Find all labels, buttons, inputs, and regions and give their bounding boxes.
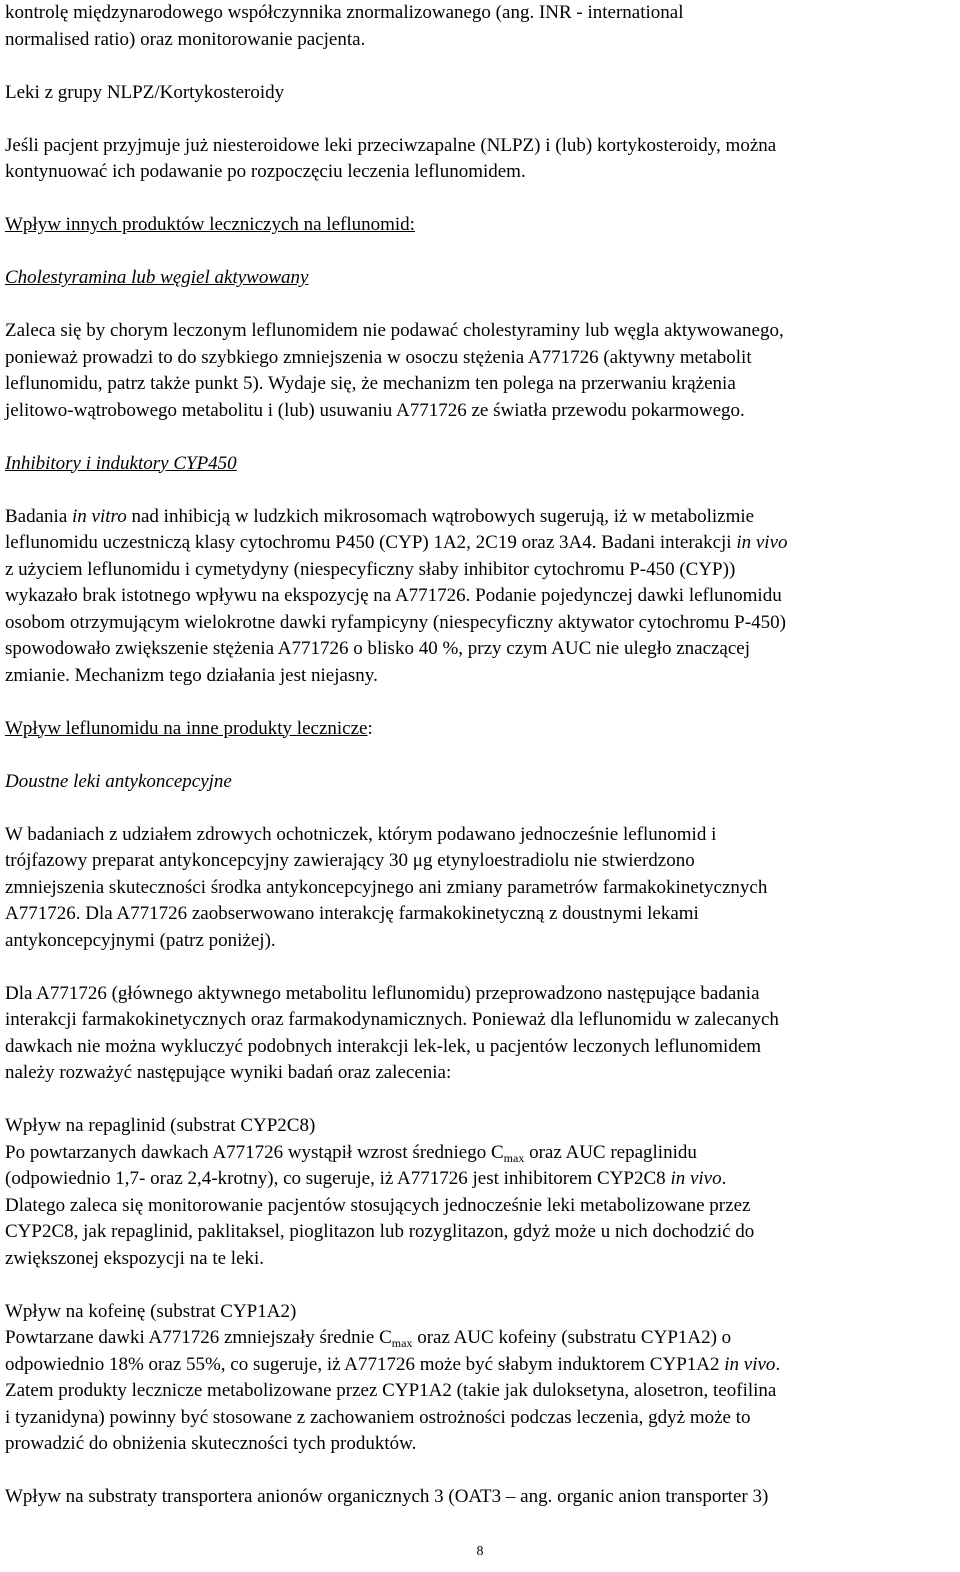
- paragraph-line: osobom otrzymującym wielokrotne dawki ryfampicyny (niespecyficzny aktywator cytochromu P-450): [5, 611, 786, 633]
- paragraph-line: ponieważ prowadzi to do szybkiego zmniejszenia w osoczu stężenia A771726 (aktywny metabolit: [5, 346, 752, 368]
- paragraph-line: antykoncepcyjnymi (patrz poniżej).: [5, 929, 276, 951]
- paragraph-line: leflunomidu uczestniczą klasy cytochromu P450 (CYP) 1A2, 2C19 oraz 3A4. Badani interakcji in vivo: [5, 532, 788, 553]
- subsection-heading: Wpływ na substraty transportera anionów organicznych 3 (OAT3 – ang. organic anion transporter 3): [5, 1486, 769, 1507]
- paragraph-line: interakcji farmakokinetycznych oraz farmakodynamicznych. Ponieważ dla leflunomidu w zalecanych: [5, 1009, 779, 1030]
- paragraph-line: trójfazowy preparat antykoncepcyjny zawierający 30 μg etynyloestradiolu nie stwierdzono: [5, 850, 695, 871]
- subsection-heading: Inhibitory i induktory CYP450: [5, 452, 237, 474]
- paragraph-line: zmniejszenia skuteczności środka antykoncepcyjnego ani zmiany parametrów farmakokinetycznych: [5, 876, 768, 898]
- paragraph-line: i tyzanidyna) powinny być stosowane z zachowaniem ostrożności podczas leczenia, gdyż może to: [5, 1406, 751, 1428]
- subsection-heading: Cholestyramina lub węgiel aktywowany: [5, 267, 309, 288]
- paragraph-line: wykazało brak istotnego wpływu na ekspozycję na A771726. Podanie pojedynczej dawki leflunomidu: [5, 585, 782, 606]
- paragraph-line: prowadzić do obniżenia skuteczności tych produktów.: [5, 1433, 417, 1454]
- paragraph-line: CYP2C8, jak repaglinid, paklitaksel, pioglitazon lub rozyglitazon, gdyż może u nich dochodzić do: [5, 1221, 755, 1242]
- paragraph-line: Jeśli pacjent przyjmuje już niesteroidowe leki przeciwzapalne (NLPZ) i (lub) kortykosteroidy, można: [5, 134, 777, 156]
- section-heading: Wpływ innych produktów leczniczych na leflunomid:: [5, 214, 415, 235]
- subsection-heading: Wpływ na kofeinę (substrat CYP1A2): [5, 1300, 297, 1322]
- paragraph-line: z użyciem leflunomidu i cymetydyny (niespecyficzny słaby inhibitor cytochromu P-450 (CYP)): [5, 558, 736, 580]
- section-heading: Wpływ leflunomidu na inne produkty lecznicze:: [5, 717, 373, 739]
- paragraph-line: Dla A771726 (głównego aktywnego metabolitu leflunomidu) przeprowadzono następujące badania: [5, 982, 760, 1004]
- document-page: [5, 0, 957, 1511]
- section-heading: Leki z grupy NLPZ/Kortykosteroidy: [5, 81, 285, 103]
- paragraph-line: A771726. Dla A771726 zaobserwowano interakcję farmakokinetyczną z doustnymi lekami: [5, 903, 699, 924]
- paragraph-line: normalised ratio) oraz monitorowanie pacjenta.: [5, 28, 366, 50]
- paragraph-line: dawkach nie można wykluczyć podobnych interakcji lek-lek, u pacjentów leczonych leflunomidem: [5, 1035, 762, 1057]
- paragraph-line: Dlatego zaleca się monitorowanie pacjentów stosujących jednocześnie leki metabolizowane przez: [5, 1194, 751, 1216]
- paragraph-line: zwiększonej ekspozycji na te leki.: [5, 1247, 265, 1269]
- paragraph-line: spowodowało zwiększenie stężenia A771726 o blisko 40 %, przy czym AUC nie uległo znaczącej: [5, 638, 751, 659]
- subsection-heading: Doustne leki antykoncepcyjne: [5, 770, 232, 792]
- paragraph-line: należy rozważyć następujące wyniki badań oraz zalecenia:: [5, 1062, 452, 1083]
- paragraph-line: odpowiednio 18% oraz 55%, co sugeruje, iż A771726 może być słabym induktorem CYP1A2 in vivo.: [5, 1353, 781, 1375]
- paragraph-line: jelitowo-wątrobowego metabolitu i (lub) usuwaniu A771726 ze światła przewodu pokarmowego.: [5, 399, 745, 421]
- paragraph-line: Zatem produkty lecznicze metabolizowane przez CYP1A2 (takie jak duloksetyna, alosetron, teofilina: [5, 1380, 777, 1401]
- page-number: 8: [476, 1544, 484, 1559]
- paragraph-line: Zaleca się by chorym leczonym leflunomidem nie podawać cholestyraminy lub węgla aktywowanego,: [5, 320, 784, 341]
- paragraph-line: leflunomidu, patrz także punkt 5). Wydaje się, że mechanizm ten polega na przerwaniu krążenia: [5, 373, 736, 394]
- paragraph-line: zmianie. Mechanizm tego działania jest niejasny.: [5, 664, 378, 686]
- paragraph-line: Badania in vitro nad inhibicją w ludzkich mikrosomach wątrobowych sugerują, iż w metabolizmie: [5, 505, 755, 527]
- paragraph-line: Po powtarzanych dawkach A771726 wystąpił wzrost średniego $C_{max}$ oraz AUC repaglinidu: [5, 1141, 697, 1165]
- paragraph-line: kontrolę międzynarodowego współczynnika znormalizowanego (ang. INR - international: [5, 2, 684, 23]
- paragraph-line: W badaniach z udziałem zdrowych ochotniczek, którym podawano jednocześnie leflunomid i: [5, 823, 717, 845]
- paragraph-line: Powtarzane dawki A771726 zmniejszały średnie $C_{max}$ oraz AUC kofeiny (substratu CYP1A2) o: [5, 1327, 732, 1350]
- paragraph-line: (odpowiednio 1,7- oraz 2,4-krotny), co sugeruje, iż A771726 jest inhibitorem CYP2C8 in vivo.: [5, 1168, 727, 1189]
- subsection-heading: Wpływ na repaglinid (substrat CYP2C8): [5, 1115, 316, 1136]
- paragraph-line: kontynuować ich podawanie po rozpoczęciu leczenia leflunomidem.: [5, 161, 526, 182]
